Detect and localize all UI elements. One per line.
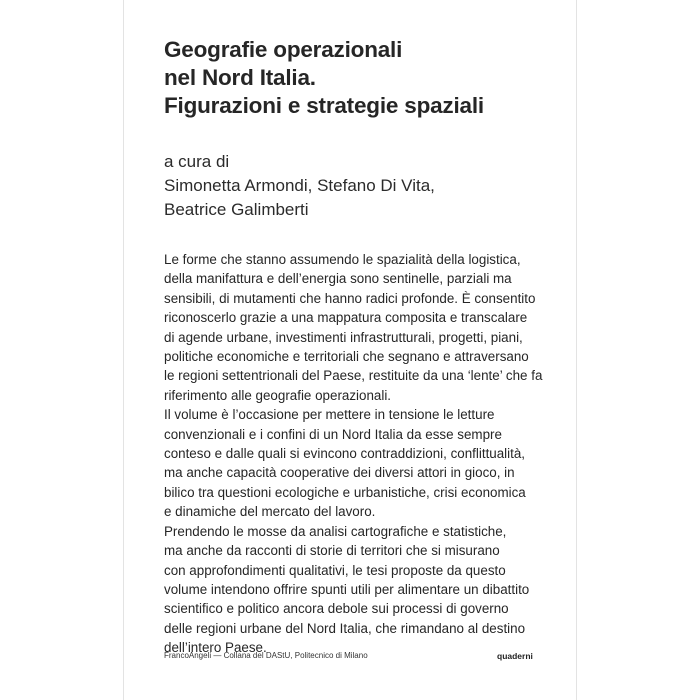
book-title [164, 36, 484, 120]
description-line: riconoscerlo grazie a una mappatura composita e transcalare [164, 310, 528, 326]
description-line: e dinamiche del mercato del lavoro. [164, 504, 376, 520]
cover-right-edge [576, 0, 577, 700]
description-line: delle regioni urbane del Nord Italia, che rimandano al destino [164, 620, 526, 636]
editors-block [164, 150, 435, 222]
description-line: dell’intero Paese. [164, 640, 267, 656]
series-name: quaderni [497, 651, 533, 661]
title-line: nel Nord Italia. [164, 65, 316, 90]
description-line: ma anche da racconti di storie di territori che si misurano [164, 543, 500, 559]
description-line: politiche economiche e territoriali che segnano e attraversano [164, 349, 529, 365]
description-line: della manifattura e dell’energia sono sentinelle, parziali ma [164, 271, 512, 287]
description-line: volume intendono offrire spunti utili per alimentare un dibattito [164, 581, 530, 597]
description-line: di agende urbane, investimenti infrastrutturali, progetti, piani, [164, 329, 523, 345]
description-line: sensibili, di mutamenti che hanno radici profonde. È consentito [164, 290, 536, 306]
description-line: scientifico e politico ancora debole sui processi di governo [164, 601, 509, 617]
description-line: Prendendo le mosse da analisi cartografiche e statistiche, [164, 523, 507, 539]
description-line: con approfondimenti qualitativi, le tesi proposte da questo [164, 562, 506, 578]
editors-line: Beatrice Galimberti [164, 200, 309, 219]
description-line: conteso e dalle quali si evincono contraddizioni, conflittualità, [164, 446, 526, 462]
description-line: bilico tra questioni ecologiche e urbanistiche, crisi economica [164, 484, 526, 500]
description-line: convenzionali e i confini di un Nord Italia da esse sempre [164, 426, 502, 442]
editors-line: a cura di [164, 152, 230, 171]
description-line: Il volume è l’occasione per mettere in tensione le letture [164, 407, 495, 423]
editors-line: Simonetta Armondi, Stefano Di Vita, [164, 176, 435, 195]
description-line: Le forme che stanno assumendo le spazialità della logistica, [164, 252, 521, 267]
book-description [164, 250, 564, 658]
title-line: Figurazioni e strategie spaziali [164, 93, 484, 118]
description-line: le regioni settentrionali del Paese, restituite da una ‘lente’ che fa [164, 368, 543, 384]
cover-left-edge [123, 0, 124, 700]
description-line: riferimento alle geografie operazionali. [164, 387, 392, 403]
publisher-series: FrancoAngeli — Collana del DAStU, Politecnico di Milano [164, 651, 368, 660]
title-line: Geografie operazionali [164, 37, 403, 62]
description-line: ma anche capacità cooperative dei diversi attori in gioco, in [164, 465, 515, 481]
